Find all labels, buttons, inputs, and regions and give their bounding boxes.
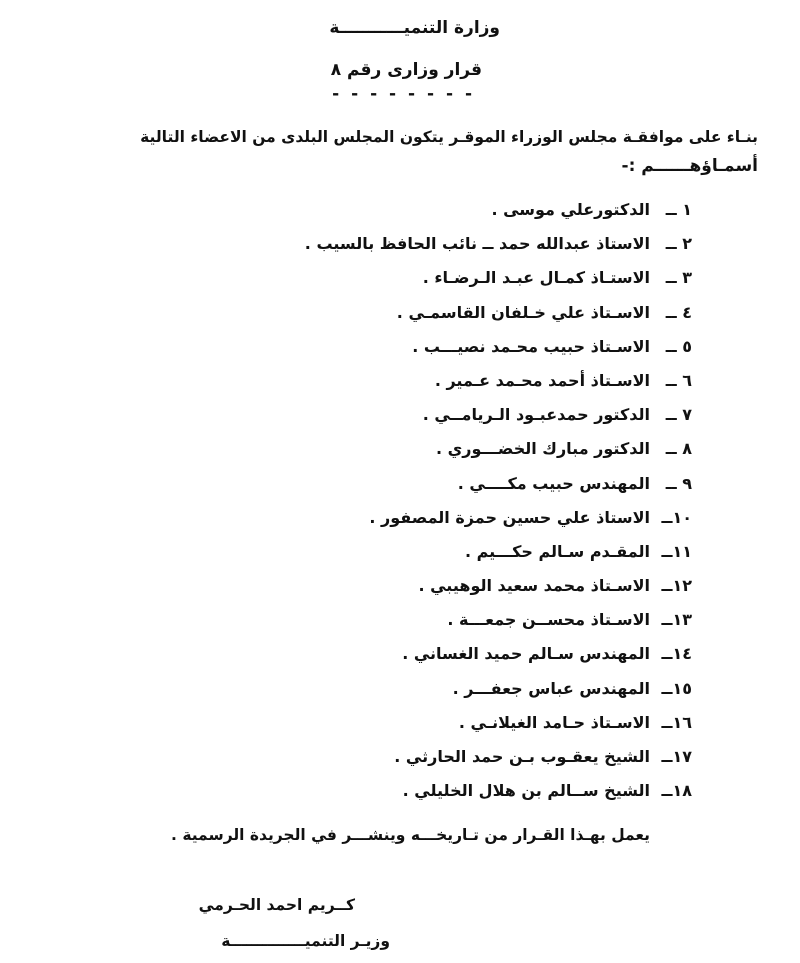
list-item-name: الاسـتاذ محمد سعيد الوهيبي .: [418, 576, 650, 596]
list-item-name: الدكتور حمدعبـود الـريامــي .: [422, 405, 650, 425]
list-item-number: ١٧ــ: [661, 747, 692, 766]
list-item: [305, 779, 692, 813]
list-item: [305, 574, 692, 608]
list-item-number: ١٤ــ: [661, 644, 692, 664]
list-item-name: الاستاذ علي حسين حمزة المصفور .: [369, 507, 650, 527]
list-item-number: ٢ ــ: [665, 234, 692, 254]
member-list: [305, 198, 692, 813]
list-item-number: ٨ ــ: [665, 439, 692, 459]
list-item-number: ٤ ــ: [665, 302, 692, 322]
list-item-number: ١٨ــ: [661, 781, 692, 801]
effective-clause: يعمل بهـذا القـرار من تـاريخـــه وينشـــر في الجريدة الرسمية .: [171, 826, 650, 844]
list-item: [305, 608, 692, 642]
list-item-number: ١٦ــ: [661, 712, 692, 732]
list-item: [305, 232, 692, 266]
list-item-number: ٧ ــ: [665, 405, 692, 425]
list-item: [305, 437, 692, 471]
list-item-name: المقـدم سـالم حكـــيم .: [464, 541, 650, 561]
list-item: [305, 335, 692, 369]
list-item-name: الدكتورعلي موسى .: [491, 200, 650, 219]
list-item: [305, 540, 692, 574]
list-item-name: الاسـتاذ علي خـلفان القاسمـي .: [396, 302, 650, 322]
list-item-name: الاسـتاذ محســن جمعـــة .: [447, 610, 650, 630]
list-item: [305, 745, 692, 779]
title-underline-dashes: - - - - - - - -: [332, 84, 475, 104]
list-item: [305, 506, 692, 540]
list-item: [305, 642, 692, 676]
list-item: [305, 403, 692, 437]
list-item-number: ١٠ــ: [661, 507, 692, 527]
list-item-number: ١١ــ: [661, 541, 692, 561]
list-item-number: ١٣ــ: [661, 610, 692, 630]
names-heading: أسمـاؤهــــــم :-: [621, 156, 758, 176]
list-item-number: ٣ ــ: [665, 268, 692, 288]
list-item-name: المهندس سـالم حميد الغساني .: [402, 644, 650, 664]
list-item-name: الاسـتاذ حـامد الغيلانـي .: [458, 712, 650, 732]
list-item: [305, 198, 692, 232]
list-item-number: ١٥ــ: [661, 678, 692, 698]
signatory-name: كــريم احمد الحـرمي: [198, 896, 355, 914]
list-item: [305, 369, 692, 403]
list-item-name: الاسـتاذ حبيب محـمد نصيـــب .: [412, 336, 650, 356]
list-item-name: المهندس حبيب مكــــي .: [457, 473, 650, 493]
preamble-text: بنـاء على موافقـة مجلس الوزراء الموقـر يتكون المجلس البلدى من الاعضاء التالية: [140, 128, 758, 146]
list-item-number: ١ ــ: [665, 200, 692, 219]
signatory-title: وزيـر التنميــــــــــــــة: [221, 932, 390, 950]
list-item: [305, 472, 692, 506]
list-item-name: الشيخ يعقـوب بـن حمد الحارثي .: [394, 747, 650, 766]
list-item-name: المهندس عباس جعفـــر .: [452, 678, 650, 698]
decree-title: قرار وزارى رقم ٨: [330, 60, 482, 80]
ministry-header: وزارة التنميـــــــــــة: [329, 18, 500, 38]
list-item-name: الاستاذ عبدالله حمد ــ نائب الحافظ بالسيب .: [304, 234, 650, 254]
list-item: [305, 301, 692, 335]
list-item: [305, 711, 692, 745]
list-item-name: الاسـتاذ أحمد محـمد عـمير .: [434, 370, 650, 390]
list-item-name: الشيخ ســالم بن هلال الخليلي .: [402, 781, 650, 801]
list-item-number: ٩ ــ: [665, 473, 692, 493]
list-item-name: الاستـاذ كمـال عبـد الـرضـاء .: [422, 268, 650, 288]
list-item: [305, 677, 692, 711]
list-item-number: ١٢ــ: [661, 576, 692, 596]
list-item-number: ٥ ــ: [665, 336, 692, 356]
list-item-number: ٦ ــ: [665, 370, 692, 390]
list-item-name: الدكتور مبارك الخضـــوري .: [435, 439, 650, 459]
list-item: [305, 266, 692, 300]
